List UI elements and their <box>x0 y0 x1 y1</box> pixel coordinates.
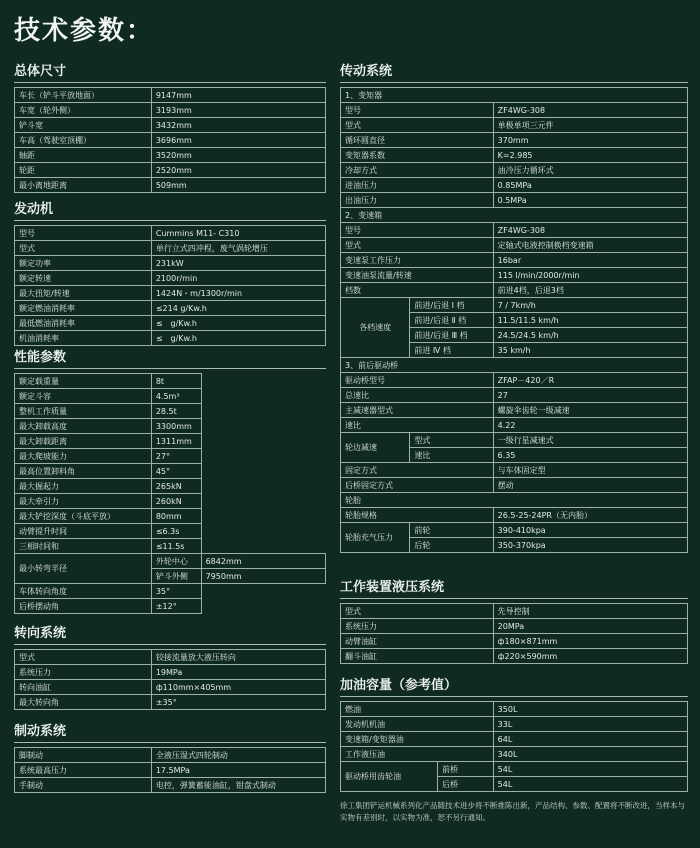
row-label: 轮距 <box>15 163 152 178</box>
table-row <box>15 226 326 241</box>
table-row <box>341 358 688 373</box>
overall-table <box>14 87 326 193</box>
row-value: 定轴式电液控制换档变速箱 <box>493 238 687 253</box>
row-value: 一级行星减速式 <box>493 433 687 448</box>
table-row <box>15 389 326 404</box>
page-title: 技术参数： <box>14 16 155 46</box>
section-fluid-capacity <box>340 678 688 792</box>
row-label: 轴距 <box>15 148 152 163</box>
table-row <box>341 118 688 133</box>
row-label: 固定方式 <box>341 463 494 478</box>
row-value: 2100r/min <box>151 271 325 286</box>
row-value: 3193mm <box>151 103 325 118</box>
row-value: 9147mm <box>151 88 325 103</box>
row-label: 型式 <box>341 604 494 619</box>
row-value: 24.5/24.5 km/h <box>493 328 687 343</box>
table-row <box>341 418 688 433</box>
table-row <box>341 433 688 448</box>
row-value: ≤ g/Kw.h <box>151 331 325 346</box>
table-row <box>15 464 326 479</box>
row-value: 20MPa <box>493 619 687 634</box>
table-row <box>15 434 326 449</box>
sub-label: 前进/后退 Ⅱ 档 <box>410 313 493 328</box>
row-label: 进油压力 <box>341 178 494 193</box>
row-label: 最大转向角 <box>15 695 152 710</box>
row-value: 115 l/min/2000r/min <box>493 268 687 283</box>
group-header: 2、变速箱 <box>341 208 688 223</box>
row-label: 动臂油缸 <box>341 634 494 649</box>
table-row <box>341 208 688 223</box>
row-label: 轮胎充气压力 <box>341 523 410 553</box>
row-value: 1311mm <box>151 434 201 449</box>
table-row <box>341 178 688 193</box>
row-label: 手制动 <box>15 778 152 793</box>
hydraulic-table <box>340 603 688 664</box>
row-value: 370mm <box>493 133 687 148</box>
row-value: 油冷压力循环式 <box>493 163 687 178</box>
row-label: 总速比 <box>341 388 494 403</box>
table-row <box>15 404 326 419</box>
row-label: 转向油缸 <box>15 680 152 695</box>
table-row <box>15 665 326 680</box>
row-value: ≤214 g/Kw.h <box>151 301 325 316</box>
row-value: 0.5MPa <box>493 193 687 208</box>
group-header: 3、前后驱动桥 <box>341 358 688 373</box>
table-row <box>15 524 326 539</box>
row-label: 变速油泵流量/转速 <box>341 268 494 283</box>
row-value: 54L <box>493 777 687 792</box>
row-value: 35 km/h <box>493 343 687 358</box>
performance-table <box>14 373 326 614</box>
row-value: 7950mm <box>201 569 325 584</box>
row-value: 2520mm <box>151 163 325 178</box>
row-label: 发动机机油 <box>341 717 494 732</box>
table-row <box>341 148 688 163</box>
section-overall-dimensions <box>14 64 326 193</box>
row-label: 额定转速 <box>15 271 152 286</box>
sub-label: 前进/后退 Ⅰ 档 <box>410 298 493 313</box>
section-hydraulic <box>340 580 688 664</box>
row-value: ≤11.5s <box>151 539 201 554</box>
table-row <box>15 148 326 163</box>
table-row <box>15 778 326 793</box>
row-value: 单行立式四冲程，废气涡轮增压 <box>151 241 325 256</box>
row-label: 变矩器系数 <box>341 148 494 163</box>
section-engine <box>14 202 326 346</box>
table-row <box>15 449 326 464</box>
steering-table <box>14 649 326 710</box>
row-label: 最大牵引力 <box>15 494 152 509</box>
row-value: 19MPa <box>151 665 325 680</box>
row-label: 整机工作质量 <box>15 404 152 419</box>
row-label: 型号 <box>341 223 494 238</box>
row-value: 铰接流量放大液压转向 <box>151 650 325 665</box>
row-value: 17.5MPa <box>151 763 325 778</box>
row-label: 车宽（轮外侧） <box>15 103 152 118</box>
table-row <box>15 103 326 118</box>
row-value: 509mm <box>151 178 325 193</box>
row-label: 系统压力 <box>15 665 152 680</box>
table-row <box>341 88 688 103</box>
row-label: 轮胎规格 <box>341 508 494 523</box>
row-value: 电控，弹簧蓄能油缸，钳盘式制动 <box>151 778 325 793</box>
section-title: 制动系统 <box>14 724 326 743</box>
row-value: ZF4WG-308 <box>493 223 687 238</box>
row-label: 最低燃油消耗率 <box>15 316 152 331</box>
table-row <box>341 619 688 634</box>
row-value: 26.5-25-24PR（无内胎） <box>493 508 687 523</box>
sub-label: 后轮 <box>410 538 493 553</box>
row-label: 额定功率 <box>15 256 152 271</box>
table-row <box>341 762 688 777</box>
row-label: 后桥摆动角 <box>15 599 152 614</box>
row-label: 驱动桥用齿轮油 <box>341 762 438 792</box>
table-row <box>15 539 326 554</box>
row-value: 33L <box>493 717 687 732</box>
row-label: 档数 <box>341 283 494 298</box>
row-label: 系统压力 <box>341 619 494 634</box>
row-value: 螺旋伞齿轮一级减速 <box>493 403 687 418</box>
sub-label: 铲斗外侧 <box>151 569 201 584</box>
table-row <box>341 403 688 418</box>
row-value: 前进4档，后退3档 <box>493 283 687 298</box>
row-label: 驱动桥型号 <box>341 373 494 388</box>
row-label: 型号 <box>15 226 152 241</box>
row-label: 循环圆直径 <box>341 133 494 148</box>
row-value: 7 / 7km/h <box>493 298 687 313</box>
row-value: K=2.985 <box>493 148 687 163</box>
row-value: 64L <box>493 732 687 747</box>
row-value: 80mm <box>151 509 201 524</box>
row-label: 型式 <box>341 238 494 253</box>
row-value: Cummins M11- C310 <box>151 226 325 241</box>
sub-label: 速比 <box>410 448 493 463</box>
table-row <box>15 695 326 710</box>
row-value: 3696mm <box>151 133 325 148</box>
row-value: 260kN <box>151 494 201 509</box>
table-row <box>341 717 688 732</box>
table-row <box>15 331 326 346</box>
row-value: 27 <box>493 388 687 403</box>
table-row <box>341 373 688 388</box>
row-label: 变速泵工作压力 <box>341 253 494 268</box>
table-row <box>15 509 326 524</box>
table-row <box>15 163 326 178</box>
table-row <box>341 493 688 508</box>
sub-label: 前轮 <box>410 523 493 538</box>
row-value: ZFAP－420／R <box>493 373 687 388</box>
table-row <box>341 463 688 478</box>
table-row <box>15 554 326 569</box>
row-value: 摆动 <box>493 478 687 493</box>
section-brake <box>14 724 326 793</box>
sub-label: 前进 Ⅳ 档 <box>410 343 493 358</box>
section-title: 总体尺寸 <box>14 64 326 83</box>
row-value: 先导控制 <box>493 604 687 619</box>
table-row <box>15 286 326 301</box>
row-value: ≤ g/Kw.h <box>151 316 325 331</box>
row-label: 主减速器型式 <box>341 403 494 418</box>
row-value: 6.35 <box>493 448 687 463</box>
transmission-table <box>340 87 688 553</box>
row-label: 最大爬坡能力 <box>15 449 152 464</box>
row-value: 与车体固定型 <box>493 463 687 478</box>
row-value: 单极单项三元件 <box>493 118 687 133</box>
row-label: 出油压力 <box>341 193 494 208</box>
section-title: 性能参数 <box>14 350 326 369</box>
row-label: 车体转向角度 <box>15 584 152 599</box>
table-row <box>15 241 326 256</box>
row-value: 35° <box>151 584 201 599</box>
row-label: 型式 <box>15 650 152 665</box>
row-value: ±12° <box>151 599 201 614</box>
row-label: 型式 <box>15 241 152 256</box>
row-value: ф110mm×405mm <box>151 680 325 695</box>
row-value: 350-370kpa <box>493 538 687 553</box>
table-row <box>341 523 688 538</box>
row-value: 4.5m³ <box>151 389 201 404</box>
row-label: 型式 <box>341 118 494 133</box>
row-label: 速比 <box>341 418 494 433</box>
row-value: ≤6.3s <box>151 524 201 539</box>
row-label: 车高（驾驶室顶棚） <box>15 133 152 148</box>
table-row <box>15 256 326 271</box>
row-label: 最高位置卸料角 <box>15 464 152 479</box>
table-row <box>15 599 326 614</box>
table-row <box>15 748 326 763</box>
row-value: 3300mm <box>151 419 201 434</box>
table-row <box>341 649 688 664</box>
sub-label: 型式 <box>410 433 493 448</box>
row-value: 340L <box>493 747 687 762</box>
table-row <box>15 584 326 599</box>
row-label: 额定燃油消耗率 <box>15 301 152 316</box>
table-row <box>15 650 326 665</box>
row-value: ф220×590mm <box>493 649 687 664</box>
row-label: 最小离地距离 <box>15 178 152 193</box>
table-row <box>341 508 688 523</box>
table-row <box>341 702 688 717</box>
row-label: 最大卸载高度 <box>15 419 152 434</box>
row-label: 车长（铲斗平放地面） <box>15 88 152 103</box>
table-row <box>341 268 688 283</box>
row-value: 3520mm <box>151 148 325 163</box>
row-value: ±35° <box>151 695 325 710</box>
row-value: 390-410kpa <box>493 523 687 538</box>
table-row <box>15 118 326 133</box>
row-label: 最小转弯半径 <box>15 554 152 584</box>
table-row <box>341 298 688 313</box>
row-label: 系统最高压力 <box>15 763 152 778</box>
table-row <box>341 133 688 148</box>
row-label: 脚制动 <box>15 748 152 763</box>
table-row <box>341 223 688 238</box>
row-label: 三相时间和 <box>15 539 152 554</box>
table-row <box>341 478 688 493</box>
row-label: 后桥固定方式 <box>341 478 494 493</box>
engine-table <box>14 225 326 346</box>
row-label: 动臂提升时间 <box>15 524 152 539</box>
table-row <box>15 178 326 193</box>
row-label: 冷却方式 <box>341 163 494 178</box>
row-value: 4.22 <box>493 418 687 433</box>
row-label: 最大掘起力 <box>15 479 152 494</box>
table-row <box>15 419 326 434</box>
row-value: 全液压湿式四轮制动 <box>151 748 325 763</box>
section-steering <box>14 626 326 710</box>
table-row <box>341 193 688 208</box>
row-value: 11.5/11.5 km/h <box>493 313 687 328</box>
section-title: 发动机 <box>14 202 326 221</box>
row-label: 铲斗宽 <box>15 118 152 133</box>
group-header: 1、变矩器 <box>341 88 688 103</box>
table-row <box>341 747 688 762</box>
table-row <box>15 271 326 286</box>
row-value: 28.5t <box>151 404 201 419</box>
row-label: 燃油 <box>341 702 494 717</box>
sub-label: 后桥 <box>438 777 494 792</box>
sub-label: 前进/后退 Ⅲ 档 <box>410 328 493 343</box>
table-row <box>15 763 326 778</box>
row-value: 16bar <box>493 253 687 268</box>
row-value: 0.85MPa <box>493 178 687 193</box>
row-label: 轮边减速 <box>341 433 410 463</box>
row-value: 54L <box>493 762 687 777</box>
table-row <box>15 680 326 695</box>
table-row <box>341 238 688 253</box>
row-label: 工作液压油 <box>341 747 494 762</box>
row-value: 45° <box>151 464 201 479</box>
table-row <box>15 479 326 494</box>
row-value: 3432mm <box>151 118 325 133</box>
capacity-table <box>340 701 688 792</box>
row-value: ZF4WG-308 <box>493 103 687 118</box>
row-label: 翻斗油缸 <box>341 649 494 664</box>
row-label: 最大卸载距离 <box>15 434 152 449</box>
row-value: 1424N・m/1300r/min <box>151 286 325 301</box>
table-row <box>341 604 688 619</box>
section-performance <box>14 350 326 614</box>
sub-label: 前桥 <box>438 762 494 777</box>
row-value: 6842mm <box>201 554 325 569</box>
table-row <box>341 732 688 747</box>
row-label: 最大扭矩/转速 <box>15 286 152 301</box>
section-title: 转向系统 <box>14 626 326 645</box>
row-value: 265kN <box>151 479 201 494</box>
table-row <box>15 494 326 509</box>
footnote: 徐工集团铲运机械系列化产品随技术进步将不断推陈出新，产品结构、参数、配置将不断改进，当样本与实物有差别时，以实物为准，恕不另行通知。 <box>340 801 685 822</box>
row-label: 机油消耗率 <box>15 331 152 346</box>
row-label: 变速箱/变矩器油 <box>341 732 494 747</box>
table-row <box>341 634 688 649</box>
table-row <box>15 301 326 316</box>
table-row <box>341 253 688 268</box>
row-label: 额定斗容 <box>15 389 152 404</box>
table-row <box>341 283 688 298</box>
row-label: 型号 <box>341 103 494 118</box>
row-value: 231kW <box>151 256 325 271</box>
row-label: 各档速度 <box>341 298 410 358</box>
table-row <box>15 374 326 389</box>
row-value: 350L <box>493 702 687 717</box>
section-title: 加油容量（参考值） <box>340 678 688 697</box>
table-row <box>341 103 688 118</box>
section-title: 传动系统 <box>340 64 688 83</box>
table-row <box>15 316 326 331</box>
table-row <box>341 163 688 178</box>
sub-label: 外轮中心 <box>151 554 201 569</box>
row-value: 8t <box>151 374 201 389</box>
section-title: 工作装置液压系统 <box>340 580 688 599</box>
brake-table <box>14 747 326 793</box>
table-row <box>15 88 326 103</box>
row-value: 27° <box>151 449 201 464</box>
section-transmission <box>340 64 688 553</box>
row-label: 最大铲挖深度（斗底平放） <box>15 509 152 524</box>
row-label: 额定载重量 <box>15 374 152 389</box>
row-value: ф180×871mm <box>493 634 687 649</box>
table-row <box>341 388 688 403</box>
group-header: 轮胎 <box>341 493 688 508</box>
table-row <box>15 133 326 148</box>
